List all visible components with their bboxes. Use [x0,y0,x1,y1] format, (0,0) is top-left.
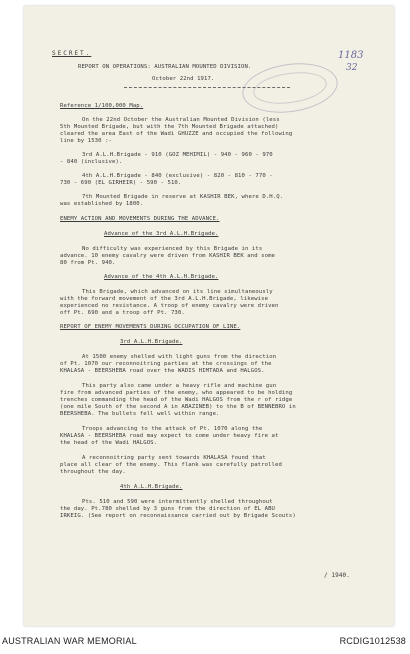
para-line: (one mile South of the second A in ABAZINEB) to the B of BENNEBRO in [60,404,296,410]
para-line: experienced no resistance. A troop of enemy cavalry were driven [60,303,279,309]
para-line: trenches commanding the head of the Wadi HALGOS from the r of ridge [60,397,293,403]
footer-archive-name: AUSTRALIAN WAR MEMORIAL [2,636,137,646]
para-line: throughout the day. [60,469,126,475]
para-line: advance. 10 enemy cavalry were driven from KASHIR BEK and some [60,253,275,259]
para-line: line by 1530 :- [60,138,113,144]
para-line: This party also came under a heavy rifle and machine gun [82,383,277,389]
footer-record-id: RCDIG1012538 [339,636,406,646]
para-line: On the 22nd October the Australian Mounted Division (less [82,117,280,123]
para-line: the day. Pt.780 shelled by 3 guns from the direction of EL ABU [60,506,275,512]
para-line: 7th Mounted Brigade in reserve at KASHIR BEK, where D.H.Q. [82,194,284,200]
para-line: fire from advanced parties of the enemy, who appeared to be holding [60,390,293,396]
para-line: KHALASA - BEERSHEBA road may expect to come under heavy fire at [60,433,279,439]
sub-heading: 3rd A.L.H.Brigade. [120,339,183,345]
report-date: October 22nd 1917. [152,76,215,82]
report-title: REPORT ON OPERATIONS: AUSTRALIAN MOUNTED DIVISION. [78,64,252,70]
archive-stamp [239,58,341,119]
para-line: the head of the Wadi HALGOS. [60,440,158,446]
para-line: off Pt. 690 and a troop off Pt. 730. [60,310,185,316]
para-line: A reconnoitring party sent towards KHALASA found that [82,455,266,461]
para-line: of Pt. 1070 our reconnoitring parties at the crossings of the [60,361,272,367]
para-line: IRKEIG. (See report on reconnaissance carried out by Brigade Scouts) [60,513,296,519]
brigade-line: 3rd A.L.H.Brigade - 910 (GOZ MEHIMIL) - 940 - 960 - 970 [82,152,273,158]
para-line: cleared the area East of the Wadi GHUZZE and occupied the following [60,131,293,137]
sub-heading: Advance of the 4th A.L.H.Brigade. [104,274,219,280]
para-line: place all clear of the enemy. This flank was carefully patrolled [60,462,282,468]
para-line: No difficulty was experienced by this Brigade in its [82,246,263,252]
para-line: Troops advancing to the attack of Pt. 1070 along the [82,426,263,432]
para-line: This Brigade, which advanced on its line simultaneously [82,289,273,295]
para-line: KHALASA - BEERSHEBA road over the WADIS HIMTADA and HALGOS. [60,368,265,374]
document-page [24,6,394,626]
secret-heading: SECRET. [52,50,92,57]
para-line: 80 from Pt. 940. [60,260,116,266]
page-reference: / 1940. [324,572,350,579]
sub-heading: 4th A.L.H.Brigade. [120,484,183,490]
handwritten-number: 1183 [338,50,364,61]
brigade-line: 730 - 690 (EL GIRHEIR) - 590 - 510. [60,180,182,186]
para-line: BEERSHEBA. The bullets fell well within range. [60,411,220,417]
section-heading: ENEMY ACTION AND MOVEMENTS DURING THE ADVANCE. [60,216,220,222]
sub-heading: Advance of the 3rd A.L.H.Brigade. [104,231,219,237]
para-line: Pts. 510 and 590 were intermittently shelled throughout [82,499,273,505]
para-line: was established by 1800. [60,201,144,207]
brigade-line: 4th A.L.H.Brigade - 840 (exclusive) - 820 - 810 - 770 - [82,173,273,179]
map-reference: Reference 1/100,000 Map. [60,103,144,109]
brigade-line: - 840 (inclusive). [60,159,123,165]
para-line: 5th Mounted Brigade, but with the 7th Mounted Brigade attached) [60,124,279,130]
handwritten-number-2: 32 [346,63,358,73]
para-line: with the forward movement of the 3rd A.L.H.Brigade, likewise [60,296,269,302]
para-line: At 1500 enemy shelled with light guns from the direction [82,354,277,360]
section-heading: REPORT OF ENEMY MOVEMENTS DURING OCCUPATION OF LINE. [60,324,241,330]
